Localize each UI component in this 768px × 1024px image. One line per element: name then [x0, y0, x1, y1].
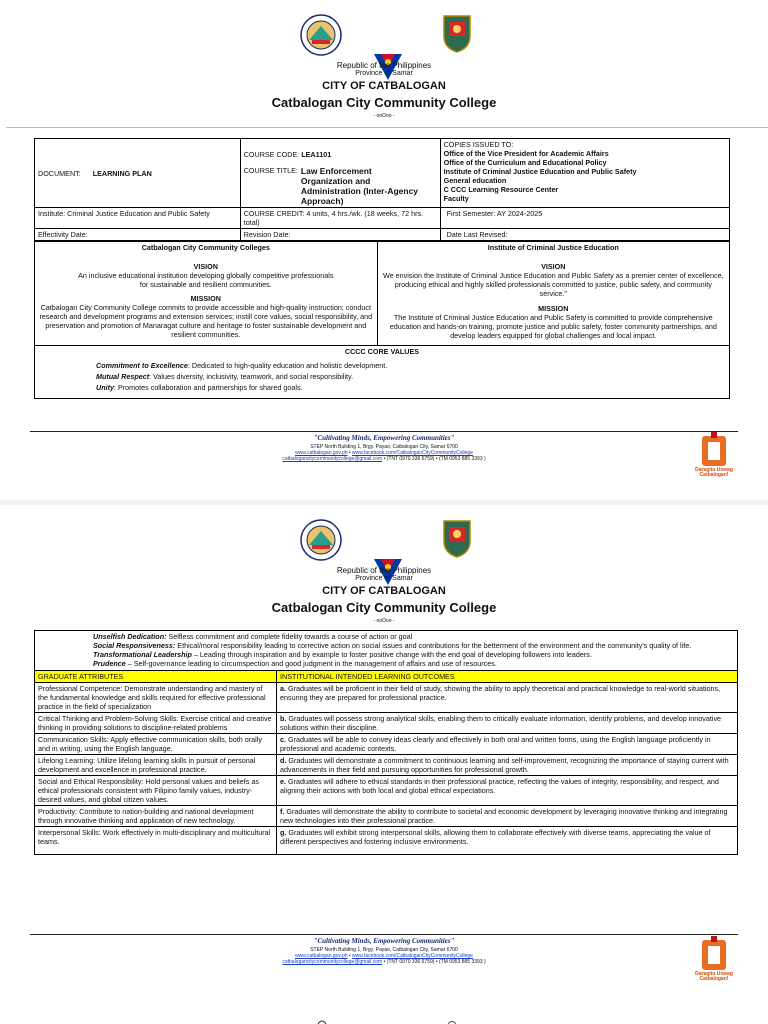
copy-item: Office of the Vice President for Academic Affairs: [443, 149, 609, 158]
course-credit-cell: COURSE CREDIT: 4 units, 4 hrs./wk. (18 weeks, 72 hrs. total): [240, 208, 440, 229]
outcomes-header-row: [35, 671, 738, 683]
copy-item: Office of the Curriculum and Educational Policy: [443, 158, 607, 167]
col-graduate-attributes: GRADUATE ATTRIBUTES: [35, 671, 277, 683]
copy-item: C CCC Learning Resource Center: [443, 185, 559, 194]
city-seal-logo: [300, 519, 342, 561]
republic-label: Republic of the Philippines: [336, 566, 432, 575]
core-value-item: Unity: Promotes collaboration and partnerships for shared goals.: [96, 383, 303, 392]
city-title: CITY OF CATBALOGAN: [322, 80, 446, 92]
core-value-item: Transformational Leadership – Leading through inspiration and by example to foster positive change with the end goal of developing followers into leaders.: [93, 650, 592, 659]
core-value-item: Unselfish Dedication: Selfless commitment and complete fidelity towards a course of action or goal: [93, 632, 413, 641]
header-divider: [6, 127, 768, 128]
city-title: CITY OF CATBALOGAN: [322, 585, 446, 597]
core-value-item: Prudence – Self-governance leading to circumspection and good judgment in the management of affairs and use of resources.: [93, 659, 497, 668]
course-title-value: Law Enforcement Organization and Administration (Inter-Agency Approach): [300, 166, 419, 206]
core-value-item: Social Responsiveness: Ethical/moral responsibility leading to corrective action on social issues and contributions for the betterment of the environment and the community's quality of life.: [93, 641, 692, 650]
footer-websites: www.catbalogan.gov.ph • www.facebook.com/CatbaloganCityCommunityCollege: [295, 450, 473, 456]
footer-divider: [30, 934, 738, 935]
core-value-item: Commitment to Excellence: Dedicated to high-quality education and holistic development.: [96, 361, 388, 370]
semester-cell: First Semester: AY 2024-2025: [440, 208, 729, 229]
outcomes-table: [34, 630, 738, 855]
province-label: Province of Samar: [355, 70, 413, 77]
last-revised-cell: Date Last Revised:: [440, 229, 729, 241]
table-row: Social and Ethical Responsibility: Hold personal values and beliefs as ethical professionals consistent with Filipino family values, industry-desired values, and global citizen values. e. Graduates will adhere to ethical standards in their professional practice, reflecting the values of integrity, responsibility, and respect, and aligning their actions with both local and global ethical expectations.: [35, 776, 738, 806]
table-row: Interpersonal Skills: Work effectively in multi-disciplinary and multicultural teams. g. Graduates will exhibit strong interpersonal skills, allowing them to collaborate effectively with diverse teams, appreciating the value of different perspectives and fostering inclusive environments.: [35, 827, 738, 855]
col-learning-outcomes: INSTITUTIONAL INTENDED LEARNING OUTCOMES: [277, 671, 738, 683]
document-cell: DOCUMENT: LEARNING PLAN: [35, 139, 241, 208]
header-ornament: - ooOoo -: [373, 113, 395, 119]
footer-address: STEP North Building 1, Brgy. Payao, Catbalogan City, Samar 6700: [310, 444, 458, 450]
institute-cell: Institute: Criminal Justice Education and Public Safety: [35, 208, 241, 229]
core-value-item: Mutual Respect: Values diversity, inclusivity, teamwork, and social responsibility.: [96, 372, 354, 381]
facebook-link[interactable]: www.facebook.com/CatbaloganCityCommunityCollege: [352, 450, 473, 456]
course-code-value: LEA1101: [301, 150, 332, 159]
document-value: LEARNING PLAN: [92, 168, 152, 178]
page-header: [0, 505, 768, 633]
copy-item: Faculty: [443, 194, 469, 203]
footer-websites: www.catbalogan.gov.ph • www.facebook.com/CatbaloganCityCommunityCollege: [295, 953, 473, 959]
badge-label: Daragito Uswag Catbalogan!: [695, 971, 733, 982]
college-seal-logo: [442, 14, 472, 54]
page-1: [0, 0, 768, 500]
table-row: Critical Thinking and Problem-Solving Skills: Exercise critical and creative thinking in providing solutions to discipline-related problems b. Graduates will possess strong analytical skills, enabling them to critically evaluate information, identify problems, and develop innovative solutions within their discipline.: [35, 713, 738, 734]
college-title: Catbalogan City Community College: [271, 600, 497, 615]
footer-contact: catbalogancitycommunitycollege@gmail.com • (TNT 0970 336 6759) • (TM 0953 885 3393 ): [282, 456, 486, 462]
core-values-continued: [35, 631, 738, 671]
table-row: Professional Competence: Demonstrate understanding and mastery of the fundamental knowledge and skills required for effective professional practice in the field of specialization a. Graduates will be proficient in their field of study, showing the ability to apply theoretical and practical knowledge to real-world situations, ensuring they are prepared for professional practice.: [35, 683, 738, 713]
next-page-logos-partial: [300, 1018, 480, 1024]
course-code-cell: COURSE CODE: LEA1101 COURSE TITLE: Law Enforcement Organization and Administration (Inter-Agency Approach): [240, 139, 440, 208]
republic-label: Republic of the Philippines: [336, 61, 432, 70]
copy-item: General education: [443, 176, 507, 185]
revision-cell: Revision Date:: [240, 229, 440, 241]
footer-address: STEP North Building 1, Brgy. Payao, Catbalogan City, Samar 6700: [310, 947, 458, 953]
city-seal-logo: [300, 14, 342, 56]
header-ornament: - ooOoo -: [373, 618, 395, 624]
badge-label: Daragito Uswag Catbalogan!: [695, 467, 733, 478]
college-seal-logo: [442, 519, 472, 559]
table-row: Lifelong Learning: Utilize lifelong learning skills in pursuit of personal development and excellence in professional practice. d. Graduates will demonstrate a commitment to continuous learning and self-improvement, recognizing the importance of staying current with advancements in their field and pursuing opportunities for professional growth.: [35, 755, 738, 776]
email-link[interactable]: catbalogancitycommunitycollege@gmail.com: [282, 959, 383, 965]
email-link[interactable]: catbalogancitycommunitycollege@gmail.com: [282, 456, 383, 462]
copy-item: Institute of Criminal Justice Education and Public Safety: [443, 167, 637, 176]
learning-plan-table: [34, 138, 730, 399]
institute-vision-mission: Institute of Criminal Justice Education VISION We envision the Institute of Criminal Justice Education and Public Safety as a premier center of excellence, producing ethical and highly skilled professionals committed to justice, public safety, and community service." MISSION The Institute of Criminal Justice Education and Public Safety is committed to provide comprehensive education and hands-on training, promote justice and public safety, foster community partnerships, and develop leaders equipped for global challenges and local impact.: [377, 242, 729, 346]
website-link[interactable]: www.catbalogan.gov.ph: [295, 953, 348, 959]
footer-divider: [30, 431, 738, 432]
table-row: Communication Skills: Apply effective communication skills, both orally and in writing, using the English language. c. Graduates will be able to convey ideas clearly and effectively in both oral and written forms, using the English language proficiently in professional and academic contexts.: [35, 734, 738, 755]
province-label: Province of Samar: [355, 575, 413, 582]
website-link[interactable]: www.catbalogan.gov.ph: [295, 450, 348, 456]
page-header: [0, 0, 768, 128]
effectivity-cell: Effectivity Date:: [35, 229, 241, 241]
footer-slogan: "Cultivating Minds, Empowering Communities": [313, 434, 455, 442]
core-values-cell: CCCC CORE VALUES Commitment to Excellence: Dedicated to high-quality education and holistic development. Mutual Respect: Values diversity, inclusivity, teamwork, and social responsibility. Unity: Promotes collaboration and partnerships for shared goals.: [35, 346, 730, 399]
footer-contact: catbalogancitycommunitycollege@gmail.com • (TNT 0970 336 6759) • (TM 0953 885 3393 ): [282, 959, 486, 965]
copies-issued-cell: COPIES ISSUED TO: Office of the Vice President for Academic Affairs Office of the Curriculum and Educational Policy Institute of Criminal Justice Education and Public Safety General education C CCC Learning Resource Center Faculty: [440, 139, 729, 208]
college-vision-mission: Catbalogan City Community Colleges VISION An inclusive educational institution developing globally competitive professionals for sustainable and resilient communities. MISSION Catbalogan City Community College commits to provide accessible and high-quality instruction; conduct research and development programs and extension services; instill core values, social responsibility, and preservation and promotion of Manaragat culture and heritage to foster sustainable development and resilient communities.: [35, 242, 378, 346]
facebook-link[interactable]: www.facebook.com/CatbaloganCityCommunityCollege: [352, 953, 473, 959]
footer-slogan: "Cultivating Minds, Empowering Communities": [313, 937, 455, 945]
table-row: Productivity: Contribute to nation-building and national development through innovative thinking and application of new technology. f. Graduates will demonstrate the ability to contribute to societal and economic development by leveraging innovative thinking and integrating new technologies into their professional practice.: [35, 806, 738, 827]
college-title: Catbalogan City Community College: [271, 95, 497, 110]
